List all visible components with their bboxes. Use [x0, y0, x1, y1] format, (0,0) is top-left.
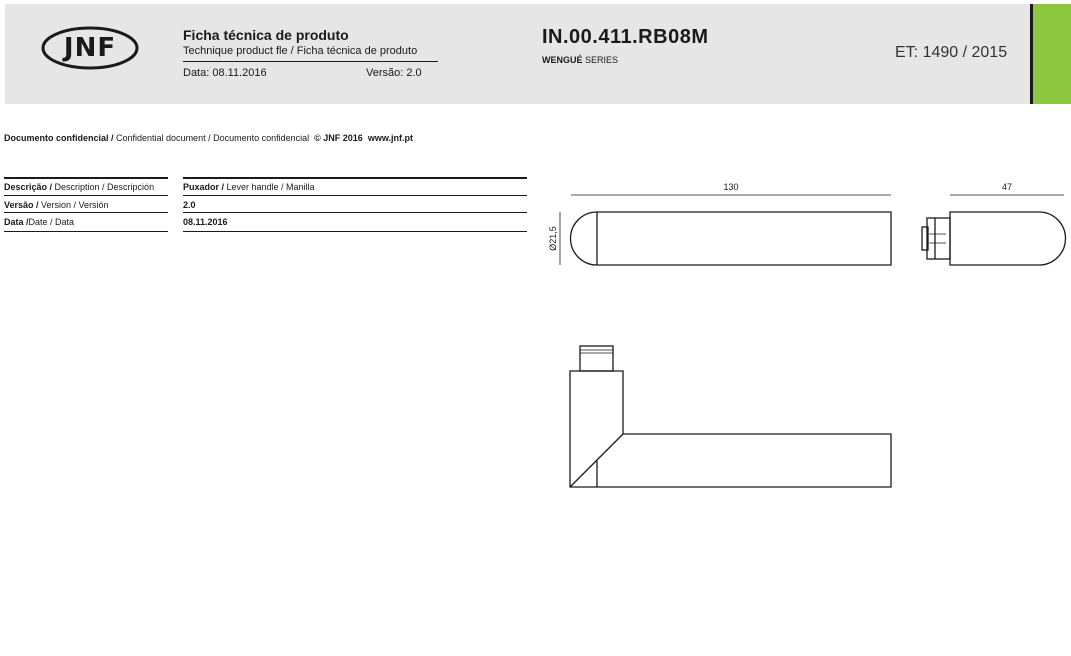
- rose-end-view: [927, 218, 950, 259]
- row-value-bold: Puxador /: [183, 182, 225, 192]
- row-label-text: Date / Data: [28, 217, 75, 227]
- sheet-version: Versão: 2.0: [366, 67, 422, 79]
- sheet-date: Data: 08.11.2016: [183, 67, 267, 79]
- sheet-title: Ficha técnica de produto: [183, 27, 349, 43]
- handle-top-view: [571, 212, 891, 265]
- confidential-bold: Documento confidencial /: [4, 133, 114, 143]
- handle-end-view: [950, 212, 1066, 265]
- series-suffix: SERIES: [582, 55, 619, 65]
- confidential-text: Confidential document / Documento confidencial: [113, 133, 310, 143]
- row-label-bold: Data /: [4, 217, 29, 227]
- series-name: WENGUÉ: [542, 55, 583, 65]
- row-label-text: Description / Descripción: [52, 182, 155, 192]
- product-code: IN.00.411.RB08M: [542, 26, 709, 48]
- copyright: © JNF 2016: [314, 133, 363, 143]
- dimension-length-label: 130: [723, 182, 739, 192]
- row-value-bold: 2.0: [183, 200, 196, 210]
- et-reference: ET: 1490 / 2015: [895, 44, 1008, 61]
- row-value-text: Lever handle / Manilla: [224, 182, 315, 192]
- dimension-depth-label: 47: [1001, 182, 1013, 192]
- website-link: www.jnf.pt: [367, 133, 413, 143]
- logo-text: JNF: [63, 33, 117, 63]
- dimension-diameter-label: Ø21,5: [548, 226, 558, 251]
- sheet-subtitle: Technique product fle / Ficha técnica de produto: [183, 45, 418, 57]
- row-label-bold: Descrição /: [4, 182, 53, 192]
- row-label-bold: Versão /: [4, 200, 39, 210]
- row-value-bold: 08.11.2016: [183, 217, 228, 227]
- handle-side-view: [570, 371, 891, 487]
- row-label-text: Version / Versión: [38, 200, 109, 210]
